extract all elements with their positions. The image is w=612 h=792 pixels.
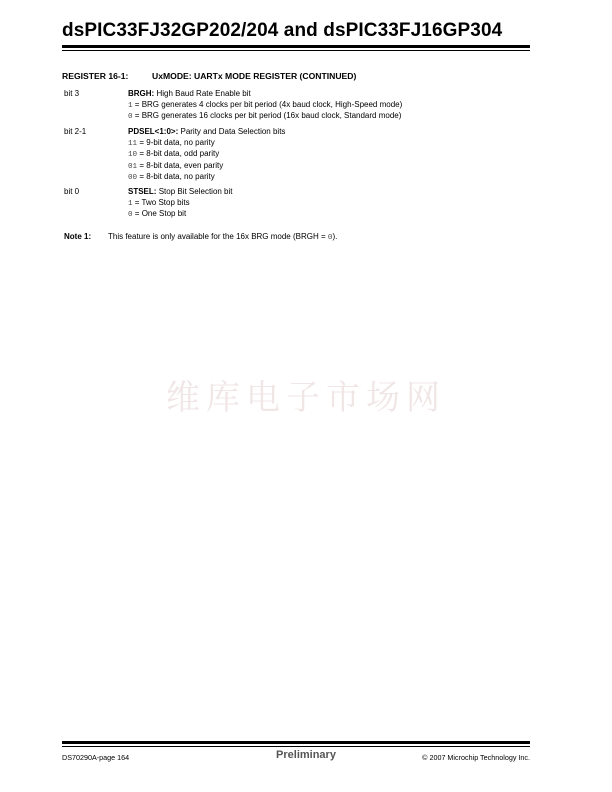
option-code: 1 [128,101,133,110]
option-code: 1 [128,199,133,208]
register-heading [62,71,356,81]
bit-description [128,187,528,221]
footer-page-number: DS70290A-page 164 [62,753,130,762]
note-label: Note 1: [64,232,92,241]
footer-status: Preliminary [276,749,336,761]
option-row [128,209,528,221]
page-title: dsPIC33FJ32GP202/204 and dsPIC33FJ16GP304 [62,20,503,41]
note-code: 0 [327,234,333,242]
option-row [128,138,528,150]
option-text: = One Stop bit [134,209,187,218]
field-name: BRGH: [128,89,155,98]
option-text: = 8-bit data, no parity [139,172,215,181]
header-rule-thick [62,45,530,48]
option-code: 00 [128,174,138,182]
field-desc: High Baud Rate Enable bit [156,89,251,98]
footnote [64,232,337,242]
option-text: = 9-bit data, no parity [139,137,215,147]
bit-label: bit 2-1 [64,127,87,136]
field-desc: Parity and Data Selection bits [180,127,286,136]
note-text-after: ). [332,232,338,241]
bit-description [128,127,528,184]
header-rule-thin [62,50,530,51]
option-row [128,161,528,173]
register-id: REGISTER 16-1: [62,71,129,81]
field-name: STSEL: [128,187,157,196]
option-text: = Two Stop bits [134,197,190,207]
option-code: 10 [128,151,138,159]
option-row [128,111,528,123]
field-desc: Stop Bit Selection bit [158,187,233,196]
watermark: 维库电子市场网 [166,378,446,418]
footer-rule-thick [62,741,530,744]
option-code: 0 [128,211,133,219]
register-title: UxMODE: UARTx MODE REGISTER (CONTINUED) [152,71,357,81]
option-row [128,149,528,161]
bit-label: bit 3 [64,89,80,98]
option-text: = 8-bit data, odd parity [139,149,220,158]
note-text-before: This feature is only available for the 16x BRG mode (BRGH = [108,232,328,241]
field-name: PDSEL<1:0>: [128,127,179,136]
option-text: = BRG generates 16 clocks per bit period (16x baud clock, Standard mode) [134,111,402,120]
bit-label: bit 0 [64,187,80,196]
option-row [128,198,528,210]
option-row [128,172,528,184]
footer-copyright: © 2007 Microchip Technology Inc. [422,753,530,762]
option-code: 01 [128,162,138,171]
option-code: 11 [128,139,138,148]
option-row [128,100,528,112]
option-code: 0 [128,113,133,121]
option-text: = 8-bit data, even parity [139,160,224,170]
footer-rule-thin [62,746,530,747]
bit-description [128,89,528,123]
option-text: = BRG generates 4 clocks per bit period (4x baud clock, High-Speed mode) [134,99,403,109]
